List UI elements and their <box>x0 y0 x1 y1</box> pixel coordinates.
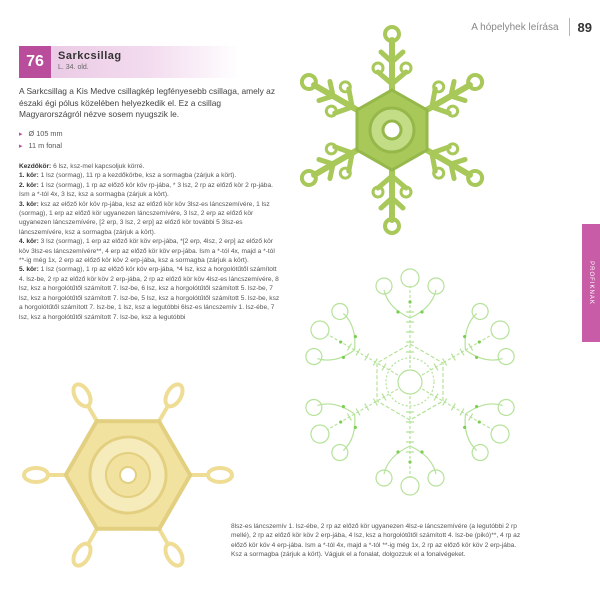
running-head <box>471 16 592 38</box>
crochet-chart-diagram <box>260 250 560 515</box>
round-text: 1 lsz (sormag), 1 rp az előző kör köv erp-jába, *4 lsz, ksz a horgolótűtől számított 4. lsz-be, 2 rp az előző kör köv 2 erp-jába, 2 rp az előző kör köv 4lsz-es láncszemívére, 8 lsz, ksz a horgolótűtől számított 7. lsz-be, 6 lsz, ksz a horgolótűtől számított 5. lsz-be, 7 lsz, ksz a horgolótűtől számított 7. lsz-be, 5 lsz, ksz a horgolótűtől számított 5. lsz-be, ksz a horgolótűtől számított 7. lsz-be, 1 lsz, ksz a legutóbbi 6lsz-es láncszemív 1. lsz-ébe, 7 lsz, ksz a horgolótűtől számított 7. lsz-be, ksz a legutóbbi <box>19 266 280 321</box>
round-text: 1 lsz (sormag), 1 rp az előző kör köv rp-jába, * 3 lsz, 2 rp az előző kör 2 rp-jába. Ism a *-tól 4x, 3 lsz, ksz a sormagba (zárjuk a kört). <box>19 181 273 199</box>
round-text: 3 lsz (sormag), 1 erp az előző kör köv erp-jába, *[2 erp, 4lsz, 2 erp] az előző kör köv 3lsz-es láncszemívére**, 4 erp az előző kör köv erp-jába. Ism a *-tól 4x, majd a *-tól **-ig még 1x, 2 erp az előző kör köv 2 erp-jába, ksz a sormagba (zárjuk a kört). <box>19 238 275 265</box>
round-2 <box>19 181 281 200</box>
spec-diameter: ▸ Ø 105 mm <box>19 128 63 140</box>
yellow-snowflake-photo <box>10 365 245 580</box>
pattern-page-reference: L. 34. old. <box>58 64 89 71</box>
instructions-continuation: 8lsz-es láncszemív 1. lsz-ébe, 2 rp az előző kör ugyanezen 4lsz-e láncszemívére (a legutóbbi 2 rp mellé), 2 rp az előző kör köv 2 erp-jába, 4 lsz, ksz a horgolótűtől számított 4. lsz-be (pikó)**, 4 rp az előző kör köv 4 erp-jába. Ism a *-tól 4x, majd a *-tól **-ig még 1x, 2 rp az előző kör köv 2 erp-jába. Ksz a sormagba (zárjuk a kört). Vágjuk el a fonalat, dolgozzuk el a fonalvégeket. <box>231 523 521 559</box>
green-snowflake-photo <box>300 18 485 243</box>
round-text: 1 lsz (sormag), 11 rp a kezdőkörbe, ksz a sormagba (zárjuk a kört). <box>38 172 237 180</box>
green-snowflake <box>300 27 485 233</box>
round-5 <box>19 265 281 321</box>
side-tab-label: PROFIKNAK <box>588 261 594 305</box>
header-divider <box>569 18 570 36</box>
pattern-heading <box>19 46 239 78</box>
round-text: 6 lsz, ksz-mel kapcsoljuk körré. <box>51 163 145 170</box>
intro-paragraph: A Sarkcsillag a Kis Medve csillagkép legfényesebb csillaga, amely az északi égi pólus közelében helyezkedik el. Ez a csillag Magyarországról nézve sosem nyugszik le. <box>19 86 276 119</box>
section-side-tab <box>582 224 600 342</box>
spec-yarn-length: ▸ 11 m fonal <box>19 140 63 152</box>
section-title: A hópelyhek leírása <box>471 21 559 33</box>
round-label: Kezdőkör: <box>19 163 52 170</box>
round-label: 3. kör: <box>19 200 39 208</box>
spec-list <box>19 128 63 152</box>
instructions <box>19 162 281 322</box>
round-label: 1. kör: <box>19 172 39 180</box>
pattern-title: Sarkcsillag <box>58 50 122 62</box>
chart-symbols <box>295 269 525 495</box>
round-3 <box>19 200 281 238</box>
round-label: 2. kör: <box>19 181 39 189</box>
round-4 <box>19 237 281 265</box>
round-label: 4. kör: <box>19 238 39 246</box>
start-round <box>19 162 281 171</box>
pattern-number-badge: 76 <box>19 46 51 78</box>
round-1 <box>19 171 281 180</box>
page-number: 89 <box>577 19 592 35</box>
round-text: ksz az előző kör köv rp-jába, ksz az előző kör köv 3lsz-es láncszemívére, 1 lsz (sormag), 1 erp az előző kör ugyanezen láncszemívére, 3 lsz, 2 erp az előző kör ugyanezen láncszemívére, [2 erp, 3 lsz, 2 erp] az előző kör további 5 3lsz-es láncszemívére, ksz a sormagba (zárjuk a kört). <box>19 200 270 236</box>
yellow-snowflake <box>10 365 245 580</box>
round-label: 5. kör: <box>19 266 39 274</box>
